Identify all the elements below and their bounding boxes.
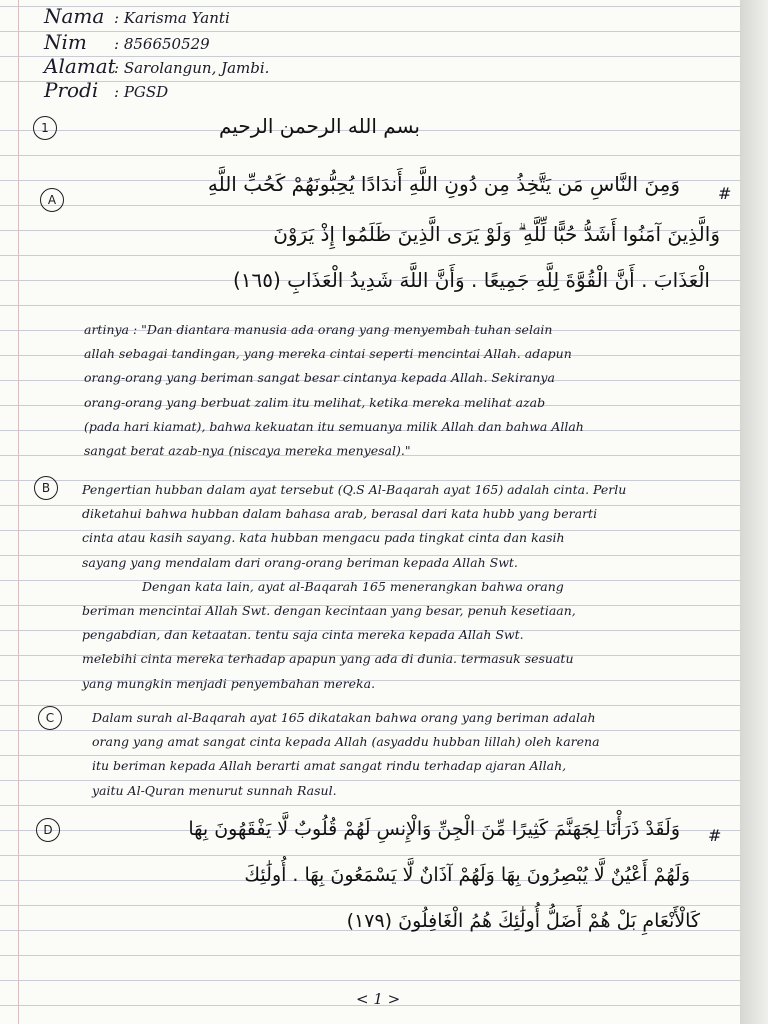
- section-d-marker: D: [36, 818, 60, 842]
- prodi-row: [44, 78, 168, 102]
- address-value: : Sarolangun, Jambi.: [114, 59, 270, 77]
- ayat-d-line-1: وَلَقَدْ ذَرَأْنَا لِجَهَنَّمَ كَثِيرًا مِّنَ الْجِنِّ وَالْإِنسِ لَهُمْ قُلُوبٌ لَّا يَفْقَهُونَ بِهَا: [188, 818, 680, 840]
- translation-a-line: sangat berat azab-nya (niscaya mereka menyesal).": [84, 443, 411, 459]
- answer-c-line: yaitu Al-Quran menurut sunnah Rasul.: [92, 782, 337, 798]
- answer-b-line: Pengertian hubban dalam ayat tersebut (Q.S Al-Baqarah ayat 165) adalah cinta. Perlu: [82, 482, 627, 497]
- answer-b-line: Dengan kata lain, ayat al-Baqarah 165 menerangkan bahwa orang: [142, 578, 564, 594]
- answer-c-line: itu beriman kepada Allah berarti amat sangat rindu terhadap ajaran Allah,: [92, 758, 567, 774]
- ayat-d-line-3: كَالْأَنْعَامِ بَلْ هُمْ أَضَلُّ أُولَٰئِكَ هُمُ الْغَافِلُونَ (١٧٩): [346, 910, 700, 932]
- translation-a-line: allah sebagai tandingan, yang mereka cintai seperti mencintai Allah. adapun: [84, 346, 572, 362]
- section-a-hash: #: [718, 184, 732, 203]
- section-b-marker: B: [34, 476, 58, 500]
- translation-a: [84, 318, 584, 463]
- prodi-label: Prodi: [44, 78, 99, 102]
- answer-c-line: Dalam surah al-Baqarah ayat 165 dikatakan bahwa orang yang beriman adalah: [92, 710, 596, 725]
- ayat-a-line-1: وَمِنَ النَّاسِ مَن يَتَّخِذُ مِن دُونِ اللَّهِ أَندَادًا يُحِبُّونَهُمْ كَحُبِّ اللَّهِ: [207, 172, 680, 196]
- translation-a-line: artinya : "Dan diantara manusia ada orang yang menyembah tuhan selain: [84, 322, 553, 337]
- answer-b-line: pengabdian, dan ketaatan. tentu saja cinta mereka kepada Allah Swt.: [82, 627, 524, 643]
- section-c-marker: C: [38, 706, 62, 730]
- answer-b: [82, 478, 626, 696]
- prodi-value: : PGSD: [114, 83, 169, 101]
- translation-a-line: orang-orang yang beriman sangat besar cintanya kepada Allah. Sekiranya: [84, 370, 555, 386]
- answer-c-line: orang yang amat sangat cinta kepada Allah (asyaddu hubban lillah) oleh karena: [92, 734, 600, 750]
- translation-a-line: (pada hari kiamat), bahwa kekuatan itu semuanya milik Allah dan bahwa Allah: [84, 418, 584, 434]
- ayat-d-line-2: وَلَهُمْ أَعْيُنٌ لَّا يُبْصِرُونَ بِهَا وَلَهُمْ آذَانٌ لَّا يَسْمَعُونَ بِهَا . أُولَٰئِكَ: [244, 864, 690, 886]
- address-row: [44, 54, 269, 78]
- answer-b-line: yang mungkin menjadi penyembahan mereka.: [82, 675, 376, 691]
- margin-line: [18, 0, 19, 1024]
- ayat-a-line-3: الْعَذَابَ . أَنَّ الْقُوَّةَ لِلَّهِ جَمِيعًا . وَأَنَّ اللَّهَ شَدِيدُ الْعَذَابِ (١٦٥): [232, 268, 710, 292]
- answer-b-line: beriman mencintai Allah Swt. dengan kecintaan yang besar, penuh kesetiaan,: [82, 603, 576, 619]
- section-a-marker: A: [40, 188, 64, 212]
- nim-value: : 856650529: [114, 35, 210, 53]
- name-value: : Karisma Yanti: [114, 9, 230, 27]
- nim-label: Nim: [44, 30, 87, 54]
- translation-a-line: orang-orang yang berbuat zalim itu melihat, ketika mereka melihat azab: [84, 394, 546, 410]
- answer-c: [92, 706, 600, 803]
- answer-b-line: melebihi cinta mereka terhadap apapun yang ada di dunia. termasuk sesuatu: [82, 651, 574, 667]
- basmalah: بسم الله الرحمن الرحيم: [218, 114, 420, 138]
- address-label: Alamat: [44, 54, 116, 78]
- page-number: < 1 >: [356, 990, 401, 1008]
- ayat-a-line-2: وَالَّذِينَ آمَنُوا أَشَدُّ حُبًّا لِّلَّهِ ۗ وَلَوْ يَرَى الَّذِينَ ظَلَمُوا إِذْ يَرَوْنَ: [273, 222, 720, 246]
- question-number-marker: 1: [33, 116, 57, 140]
- answer-b-line: cinta atau kasih sayang. kata hubban mengacu pada tingkat cinta dan kasih: [82, 530, 565, 546]
- answer-b-line: diketahui bahwa hubban dalam bahasa arab, berasal dari kata hubb yang berarti: [82, 506, 598, 522]
- nim-row: [44, 30, 210, 54]
- answer-b-line: sayang yang mendalam dari orang-orang beriman kepada Allah Swt.: [82, 554, 518, 570]
- name-label: Nama: [44, 4, 105, 28]
- notebook-spine: [740, 0, 768, 1024]
- name-row: [44, 4, 230, 28]
- section-d-hash: #: [708, 826, 722, 845]
